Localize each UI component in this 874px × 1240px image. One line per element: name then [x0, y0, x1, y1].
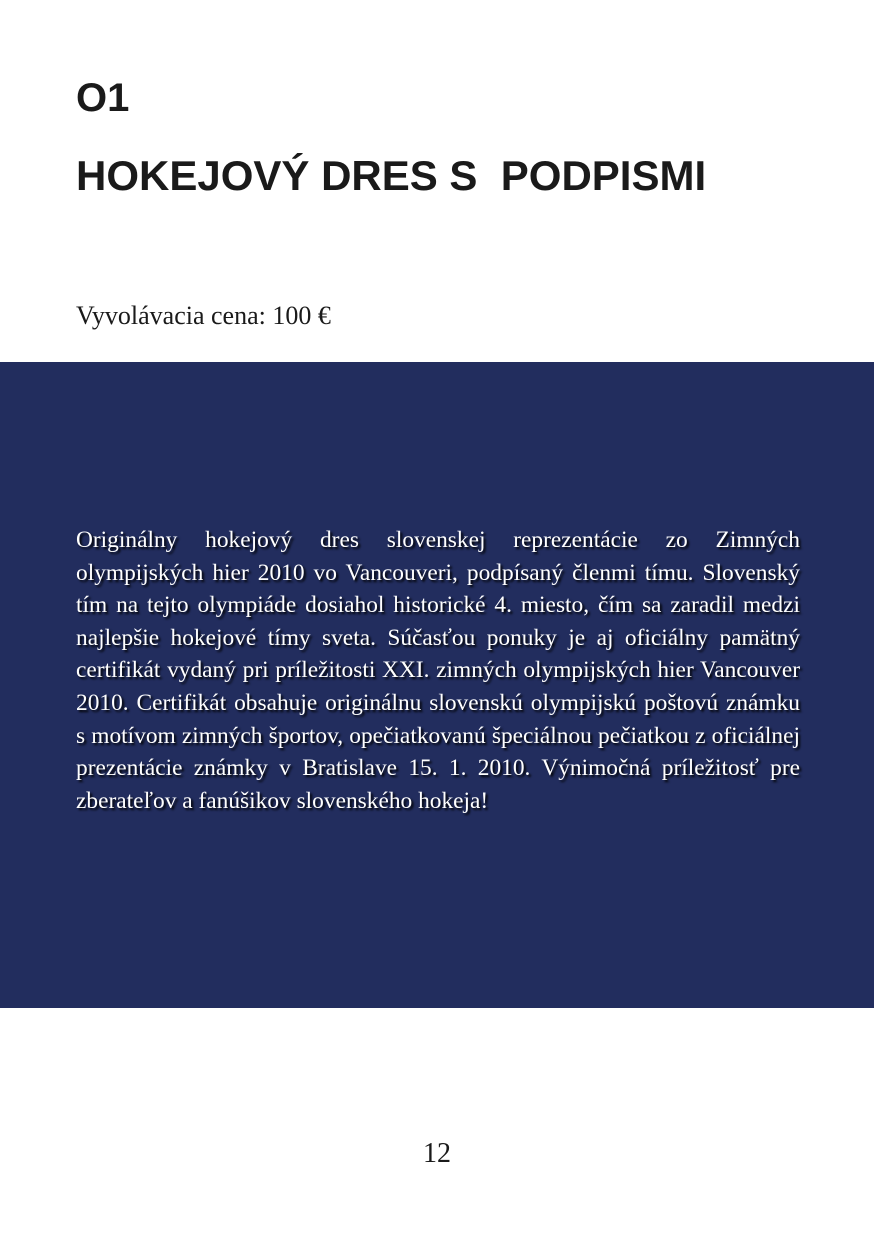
lot-title: HOKEJOVÝ DRES S PODPISMI — [76, 152, 707, 199]
page-number: 12 — [423, 1138, 451, 1169]
lot-number: O1 — [76, 76, 130, 120]
lot-description: Originálny hokejový dres slovenskej reprezentácie zo Zimných olympijských hier 2010 vo Vancouveri, podpísaný členmi tímu. Slovenský tím na tejto olympiáde dosiahol historické 4. miesto, čím sa zaradil medzi najlepšie hokejové tímy sveta. Súčasťou ponuky je aj oficiálny pamätný certifikát vydaný pri príležitosti XXI. zimných olympijských hier Vancouver 2010. Certifikát obsahuje originálnu slovenskú olympijskú poštovú známku s motívom zimných športov, opečiatkovanú špeciálnou pečiatkou z oficiálnej prezentácie známky v Bratislave 15. 1. 2010. Výnimočná príležitosť pre zberateľov a fanúšikov slovenského hokeja! — [76, 527, 800, 814]
starting-price: Vyvolávacia cena: 100 € — [76, 301, 331, 330]
